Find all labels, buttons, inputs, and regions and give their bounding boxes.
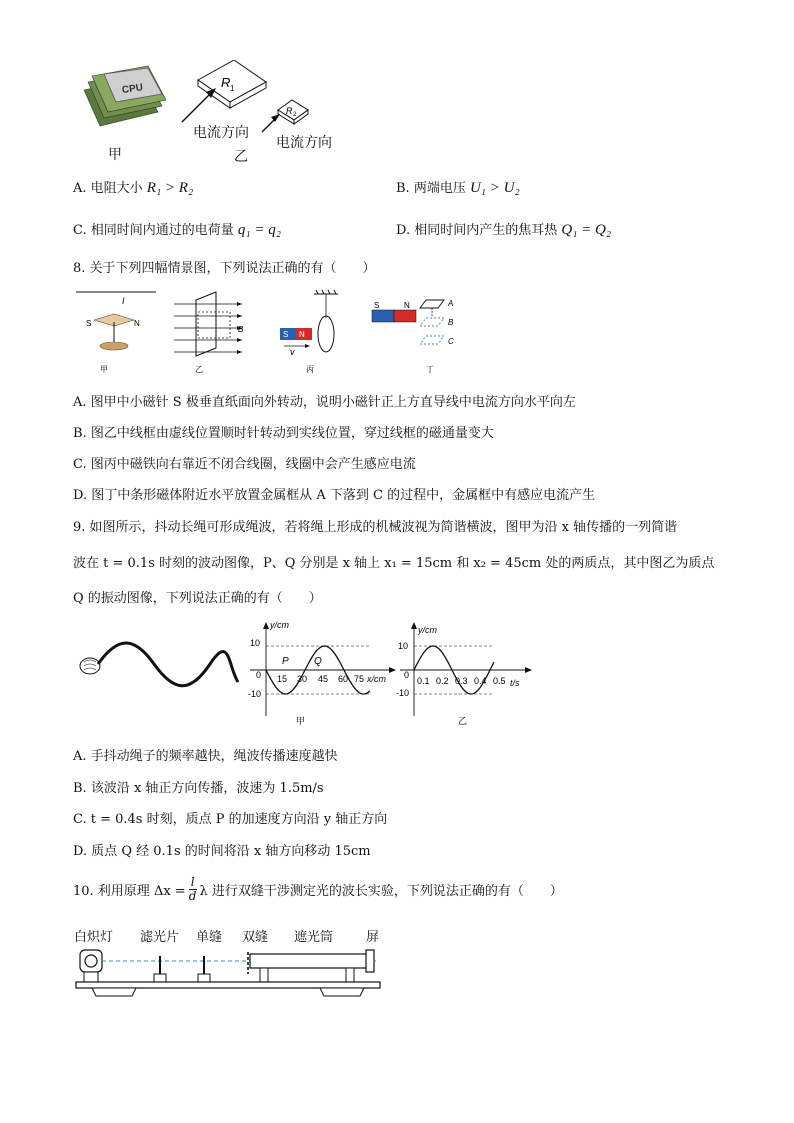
q8-ding-c: C — [448, 337, 454, 346]
rail-icon — [76, 982, 380, 996]
jia-caption: 甲 — [296, 716, 306, 726]
q7-option-c[interactable] — [73, 219, 281, 239]
q8-ding-s: S — [374, 301, 380, 310]
q8-option-a[interactable]: A. 图甲中小磁针 S 极垂直纸面向外转动，说明小磁针正上方直导线中电流方向水平向左 — [73, 395, 576, 410]
vibration-graph-yi — [396, 622, 532, 726]
caption-jia: 甲 — [108, 147, 122, 163]
q7-option-a-math: R₁ > R₂ — [146, 180, 194, 196]
q7-option-a[interactable] — [73, 177, 193, 197]
q8-caption-jia: 甲 — [100, 365, 108, 374]
yi-xtick-01: 0.1 — [417, 676, 430, 686]
q7-option-d-text: D. 相同时间内产生的焦耳热 — [396, 223, 558, 238]
q7-option-a-text: A. 电阻大小 — [73, 181, 143, 196]
q8-ding-a: A — [448, 299, 454, 308]
q9-figures-svg — [70, 616, 540, 731]
jia-ylabel: y/cm — [270, 620, 289, 630]
q8-figures — [70, 282, 470, 378]
yi-ytick-10: 10 — [398, 641, 409, 651]
q9-stem-line-2: 波在 t = 0.1s 时刻的波动图像，P、Q 分别是 x 轴上 x₁ = 15cm 和 x₂ = 45cm 处的两质点，其中图乙为质点 — [73, 556, 715, 571]
q10-apparatus — [70, 926, 390, 1006]
q8-option-d[interactable]: D. 图丁中条形磁体附近水平放置金属框从 A 下落到 C 的过程中，金属框中有感应电流产生 — [73, 488, 596, 503]
q7-option-d[interactable] — [396, 219, 611, 239]
jia-point-q: Q — [314, 656, 322, 667]
label-single-slit: 单缝 — [196, 930, 223, 945]
jia-xlabel: x/cm — [367, 674, 386, 684]
r1-label: R — [221, 75, 231, 90]
q10-prefix: 10. 利用原理 Δx = — [73, 884, 186, 899]
cpu-label: CPU — [121, 82, 144, 97]
q7-option-d-math: Q₁ = Q₂ — [561, 222, 612, 238]
yi-caption: 乙 — [458, 716, 468, 726]
tube-icon — [248, 950, 374, 982]
apparatus-svg — [70, 926, 390, 1006]
jia-ytick-0: 0 — [256, 670, 262, 680]
yi-xtick-05: 0.5 — [493, 676, 506, 686]
yi-xtick-03: 0.3 — [455, 676, 468, 686]
q8-caption-bing: 丙 — [306, 365, 314, 374]
q7-option-b-math: U₁ > U₂ — [469, 180, 520, 196]
current-arrow-2 — [262, 114, 280, 132]
label-double-slit: 双缝 — [242, 930, 269, 945]
current-direction-label-2: 电流方向 — [276, 135, 332, 151]
q8-stem: 8. 关于下列四幅情景图，下列说法正确的有（ ） — [73, 261, 376, 276]
q8-ding-b: B — [448, 318, 454, 327]
q8-jia-s: S — [86, 319, 92, 328]
q8-jia-n: N — [134, 319, 140, 328]
q8-fig-yi — [174, 292, 244, 356]
label-tube: 遮光筒 — [294, 930, 334, 945]
yi-xtick-04: 0.4 — [474, 676, 487, 686]
jia-xtick-45: 45 — [318, 674, 329, 684]
q8-yi-b: B — [238, 325, 244, 334]
label-screen: 屏 — [366, 930, 380, 945]
label-filter: 滤光片 — [140, 930, 180, 945]
yi-xtick-02: 0.2 — [436, 676, 449, 686]
q9-option-a[interactable]: A. 手抖动绳子的频率越快，绳波传播速度越快 — [73, 749, 338, 764]
resistor-r2 — [278, 100, 308, 124]
q7-option-c-text: C. 相同时间内通过的电荷量 — [73, 223, 234, 238]
jia-point-p: P — [282, 656, 289, 667]
q9-figures — [70, 616, 540, 731]
q10-stem — [73, 876, 563, 903]
q9-option-b[interactable]: B. 该波沿 x 轴正方向传播，波速为 1.5m/s — [73, 781, 324, 796]
single-slit-icon — [198, 956, 210, 982]
q8-caption-yi: 乙 — [195, 365, 203, 374]
q7-option-b[interactable] — [396, 177, 520, 197]
wave-graph-jia — [248, 620, 396, 726]
q7-figure — [70, 60, 360, 170]
q8-caption-ding: 丁 — [426, 365, 434, 374]
q9-stem-line-3: Q 的振动图像，下列说法正确的有（ ） — [73, 591, 322, 606]
q9-stem-line-1: 9. 如图所示，抖动长绳可形成绳波，若将绳上形成的机械波视为简谐横波，图甲为沿 x 轴传播的一列简谐 — [73, 520, 678, 535]
caption-yi: 乙 — [234, 149, 248, 165]
jia-xtick-60: 60 — [338, 674, 349, 684]
yi-ytick-neg10: -10 — [396, 688, 410, 698]
q8-current-label: I — [122, 296, 125, 306]
q8-option-c[interactable]: C. 图丙中磁铁向右靠近不闭合线圈，线圈中会产生感应电流 — [73, 457, 416, 472]
current-arrow-1 — [182, 88, 216, 122]
q8-fig-bing — [280, 290, 338, 357]
label-lamp: 白炽灯 — [74, 930, 114, 945]
q8-figures-svg — [70, 282, 470, 378]
q8-bing-n: N — [299, 330, 305, 339]
jia-ytick-neg10: -10 — [248, 689, 262, 699]
r1-subscript: 1 — [230, 84, 235, 93]
current-direction-label-1: 电流方向 — [193, 125, 249, 141]
q8-bing-s: S — [283, 330, 289, 339]
q8-option-b[interactable]: B. 图乙中线框由虚线位置顺时针转动到实线位置，穿过线框的磁通量变大 — [73, 426, 494, 441]
yi-xlabel: t/s — [510, 678, 520, 688]
yi-ylabel: y/cm — [418, 625, 437, 635]
q9-option-d[interactable]: D. 质点 Q 经 0.1s 的时间将沿 x 轴方向移动 15cm — [73, 844, 371, 859]
q8-fig-ding — [372, 299, 454, 346]
jia-ytick-10: 10 — [250, 638, 261, 648]
q10-suffix: λ 进行双缝干涉测定光的波长实验，下列说法正确的有（ ） — [199, 884, 563, 899]
q8-bing-v: v — [290, 347, 295, 357]
q10-frac-num: l — [190, 875, 195, 889]
cpu-chip-icon — [84, 66, 166, 126]
jia-xtick-15: 15 — [277, 674, 288, 684]
resistor-r1 — [198, 60, 266, 108]
q9-option-c[interactable]: C. t = 0.4s 时刻，质点 P 的加速度方向沿 y 轴正方向 — [73, 812, 388, 827]
lamp-icon — [80, 950, 102, 984]
q8-ding-n: N — [404, 301, 410, 310]
q7-option-c-math: q₁ = q₂ — [237, 222, 281, 238]
yi-ytick-0: 0 — [404, 670, 410, 680]
r2-subscript: 2 — [293, 112, 297, 118]
filter-icon — [154, 956, 166, 982]
q7-option-b-text: B. 两端电压 — [396, 181, 466, 196]
q8-fig-jia — [76, 292, 156, 350]
q10-fraction — [189, 876, 197, 903]
jia-xtick-30: 30 — [297, 674, 308, 684]
jia-xtick-75: 75 — [354, 674, 365, 684]
r2-label: R — [286, 106, 293, 116]
q10-frac-den: d — [188, 889, 197, 903]
hand-rope-icon — [80, 643, 238, 686]
